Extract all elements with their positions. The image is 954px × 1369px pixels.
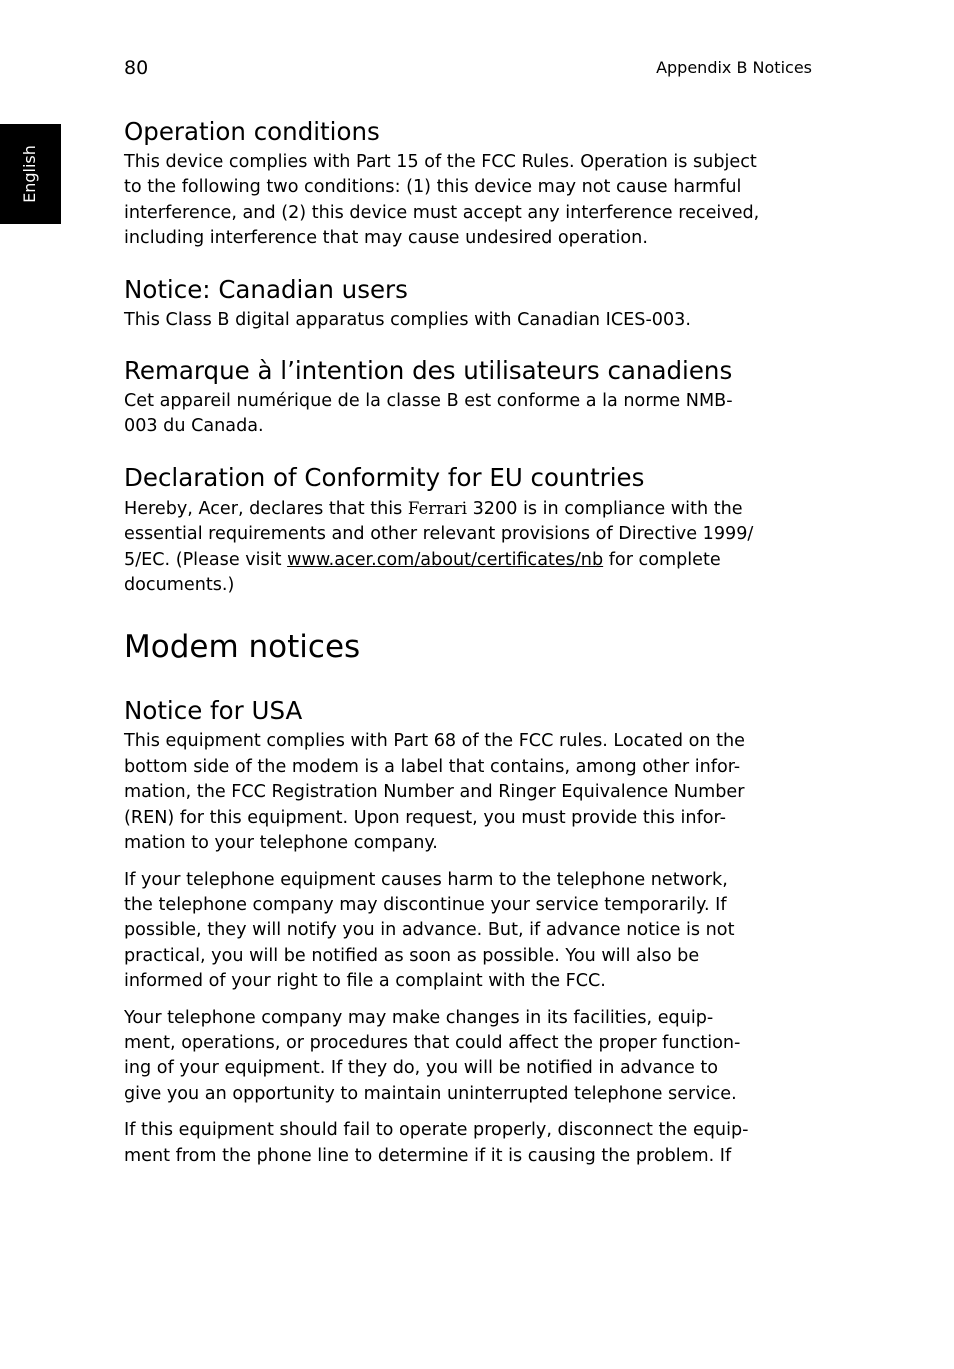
text-line: (REN) for this equipment. Upon request, you must provide this infor- bbox=[124, 807, 726, 828]
operation-conditions-text bbox=[124, 150, 824, 252]
text-fragment: for complete bbox=[603, 549, 721, 570]
text-line: This Class B digital apparatus complies with Canadian ICES-003. bbox=[124, 309, 691, 330]
text-line: This device complies with Part 15 of the FCC Rules. Operation is subject bbox=[124, 152, 757, 172]
usa-paragraph-3 bbox=[124, 1006, 824, 1108]
heading-remarque: Remarque à l’intention des utilisateurs canadiens bbox=[124, 356, 733, 386]
usa-paragraph-2 bbox=[124, 868, 824, 995]
product-name: Ferrari bbox=[407, 498, 468, 518]
text-line: including interference that may cause undesired operation. bbox=[124, 228, 648, 249]
language-tab bbox=[0, 124, 61, 224]
heading-canadian-users: Notice: Canadian users bbox=[124, 274, 408, 304]
text-line: bottom side of the modem is a label that contains, among other infor- bbox=[124, 756, 741, 777]
certificates-link[interactable]: www.acer.com/about/certificates/nb bbox=[287, 549, 604, 570]
text-fragment: Hereby, Acer, declares that this bbox=[124, 498, 408, 519]
text-fragment: 3200 is in compliance with the bbox=[467, 498, 743, 519]
text-line: documents.) bbox=[124, 575, 235, 596]
text-line: the telephone company may discontinue your service temporarily. If bbox=[124, 894, 727, 915]
usa-paragraph-1 bbox=[124, 729, 824, 856]
text-line: mation to your telephone company. bbox=[124, 833, 438, 854]
remarque-text bbox=[124, 389, 824, 440]
text-line: If this equipment should fail to operate properly, disconnect the equip- bbox=[124, 1120, 749, 1141]
heading-operation-conditions: Operation conditions bbox=[124, 117, 380, 146]
page-number: 80 bbox=[124, 57, 149, 79]
text-line: 003 du Canada. bbox=[124, 416, 264, 437]
text-line: informed of your right to file a complaint with the FCC. bbox=[124, 971, 606, 992]
text-line: mation, the FCC Registration Number and Ringer Equivalence Number bbox=[124, 782, 745, 803]
text-line: Your telephone company may make changes in its facilities, equip- bbox=[124, 1007, 714, 1028]
text-line: ment, operations, or procedures that could affect the proper function- bbox=[124, 1032, 741, 1053]
running-header: Appendix B Notices bbox=[656, 58, 812, 77]
text-line: possible, they will notify you in advance. But, if advance notice is not bbox=[124, 920, 735, 941]
text-line: If your telephone equipment causes harm to the telephone network, bbox=[124, 869, 728, 890]
text-line: essential requirements and other relevant provisions of Directive 1999/ bbox=[124, 524, 754, 545]
usa-paragraph-4 bbox=[124, 1118, 824, 1169]
heading-notice-usa: Notice for USA bbox=[124, 696, 303, 726]
heading-eu-conformity: Declaration of Conformity for EU countries bbox=[124, 462, 645, 492]
text-line: give you an opportunity to maintain uninterrupted telephone service. bbox=[124, 1083, 737, 1104]
page-content bbox=[124, 114, 824, 1169]
text-line: Cet appareil numérique de la classe B est conforme a la norme NMB- bbox=[124, 391, 733, 412]
heading-modem-notices: Modem notices bbox=[124, 629, 361, 666]
canadian-users-text bbox=[124, 308, 824, 333]
text-line: to the following two conditions: (1) this device may not cause harmful bbox=[124, 177, 742, 198]
text-line: This equipment complies with Part 68 of the FCC rules. Located on the bbox=[124, 731, 745, 752]
text-line: practical, you will be notified as soon as possible. You will also be bbox=[124, 945, 700, 966]
text-line: interference, and (2) this device must accept any interference received, bbox=[124, 202, 760, 223]
language-tab-label: English bbox=[20, 145, 39, 203]
text-line: ing of your equipment. If they do, you will be notified in advance to bbox=[124, 1058, 719, 1079]
eu-conformity-text bbox=[124, 496, 824, 599]
text-line: ment from the phone line to determine if it is causing the problem. If bbox=[124, 1145, 732, 1166]
text-fragment: 5/EC. (Please visit bbox=[124, 549, 288, 570]
